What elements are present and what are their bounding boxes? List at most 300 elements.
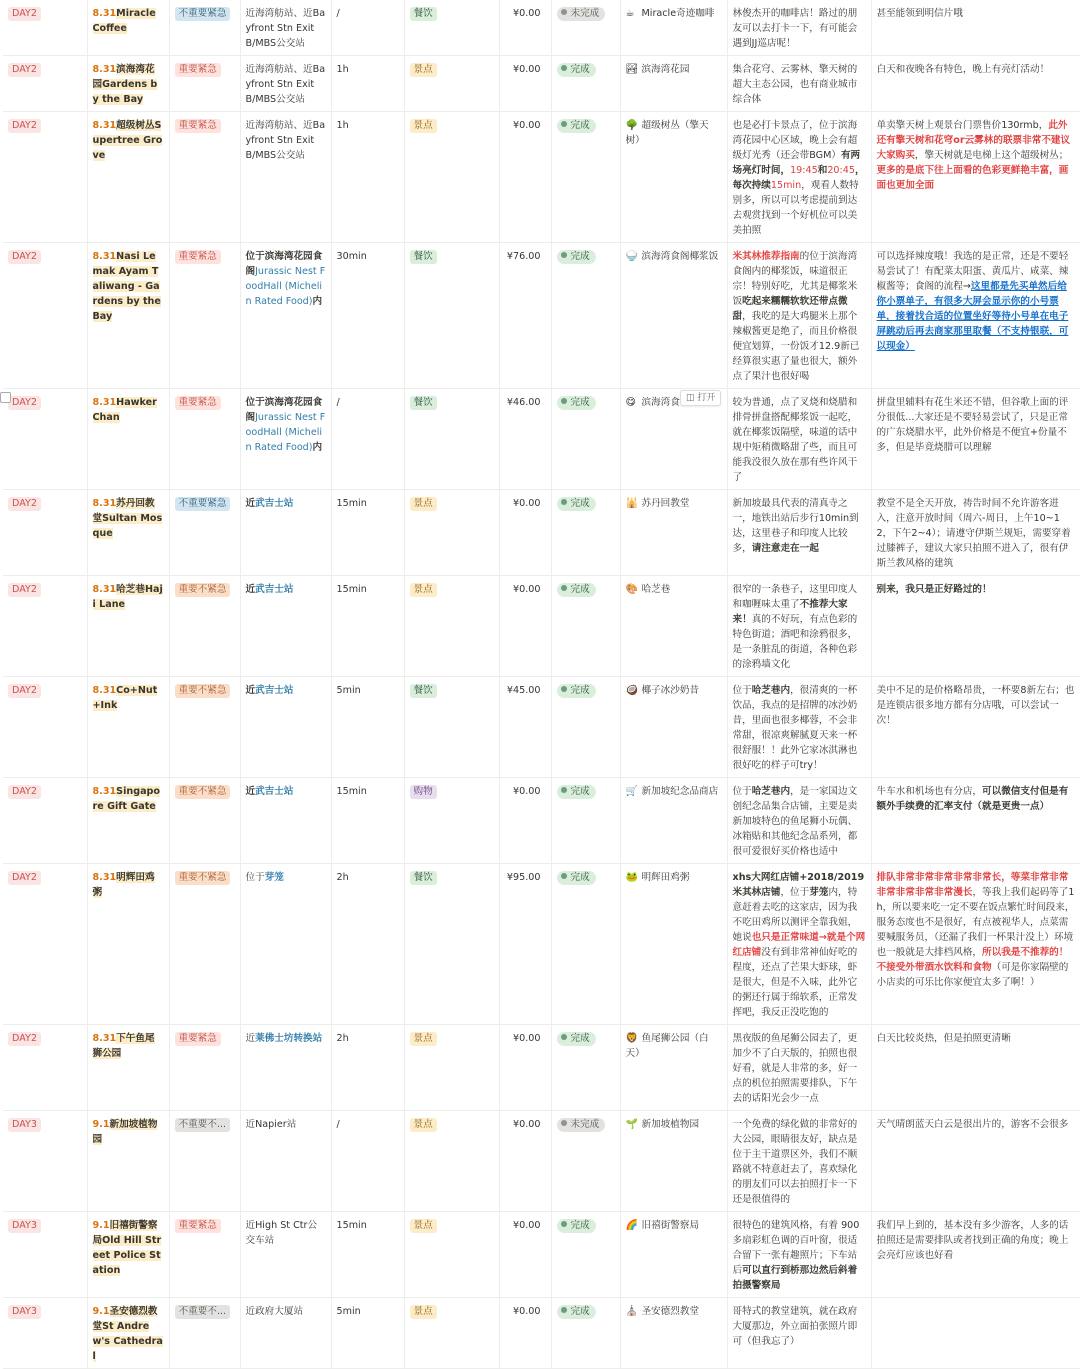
text-run: 很特色的建筑风格，有着 900 多扇彩虹色调的百叶窗，很适合留下一张有趣照片；下车站后 bbox=[732, 1220, 860, 1276]
text-run: 排队非常非常非常非常非常长，等菜非常非常非常非常非常非常漫长 bbox=[876, 872, 1069, 898]
category-cell bbox=[404, 1298, 499, 1369]
day-tag: DAY2 bbox=[8, 1032, 41, 1046]
category-tag: 景点 bbox=[410, 1219, 437, 1233]
date-text: 8.31 bbox=[92, 685, 117, 696]
description-text: 黑夜版的鱼尾狮公园去了，更加少不了白天版的，拍照也很好看，就是人非常的多，好一点的机位拍照需要排队，下午去的话阳光会少一点 bbox=[732, 1033, 858, 1104]
price-cell bbox=[499, 1212, 551, 1298]
place-cell bbox=[87, 243, 169, 389]
price-cell bbox=[499, 1111, 551, 1212]
category-cell bbox=[404, 56, 499, 112]
table-row[interactable] bbox=[3, 1298, 1080, 1369]
category-cell bbox=[404, 1212, 499, 1298]
description-text: 较为普通，点了叉烧和烧腊和排骨拼盘搭配椰浆饭一起吃，就在椰浆饭隔壁，味道的话中规中矩稍微略甜了些，而且可能我没很久放在那有些许风干了 bbox=[732, 397, 858, 483]
status-dot-icon bbox=[561, 787, 567, 793]
urgency-cell bbox=[169, 56, 240, 112]
day-cell bbox=[3, 490, 87, 576]
date-text: 8.31 bbox=[92, 397, 117, 408]
location-text: 近海湾舫站、近Bayfront Stn Exit B/MBS公交站 bbox=[245, 64, 326, 105]
poi-cell[interactable] bbox=[620, 1298, 727, 1369]
place-cell bbox=[87, 1025, 169, 1111]
location-cell bbox=[240, 1111, 331, 1212]
place-cell bbox=[87, 677, 169, 778]
urgency-tag: 重要不紧急 bbox=[175, 684, 231, 698]
status-dot-icon bbox=[561, 1120, 567, 1126]
price-cell bbox=[499, 677, 551, 778]
text-run: 别来，我只是正好路过的！ bbox=[876, 584, 992, 595]
text-run: 内 bbox=[312, 296, 323, 307]
price-cell bbox=[499, 112, 551, 243]
location-text: 近海湾舫站、近Bayfront Stn Exit B/MBS公交站 bbox=[245, 120, 326, 161]
text-run: ，位于 bbox=[780, 887, 810, 898]
price-text: ¥0.00 bbox=[513, 120, 541, 131]
status-label: 完成 bbox=[570, 397, 590, 408]
poi-cell[interactable] bbox=[620, 1212, 727, 1298]
category-tag: 餐饮 bbox=[410, 7, 437, 21]
urgency-cell bbox=[169, 1298, 240, 1369]
place-cell bbox=[87, 112, 169, 243]
category-tag: 景点 bbox=[410, 63, 437, 77]
duration-cell bbox=[331, 389, 404, 490]
description-cell bbox=[727, 1111, 871, 1212]
status-badge[interactable] bbox=[557, 684, 596, 698]
place-cell bbox=[87, 778, 169, 864]
text-run: 单卖擎天树上观景台门票售价130rmb， bbox=[876, 120, 1049, 131]
table-row[interactable] bbox=[3, 243, 1080, 389]
location-cell bbox=[240, 576, 331, 677]
poi-name[interactable]: 滨海湾食阁椰浆饭 bbox=[641, 251, 719, 262]
text-run: ，是一家国边文创纪念品集合店铺，主要是卖新加坡特色的鱼尾狮小玩偶、冰箱贴和其他纪念品系列，都很可爱很好买价格也适中 bbox=[732, 786, 858, 857]
note-text: 拼盘里辅料有花生米还不错，但谷歌上面的评分很低...大家还是不要轻易尝试了，只是正常的广东烧腊水平，此外价格是不便宜+份量不多，但是毕竟烧腊可以理解 bbox=[876, 397, 1069, 453]
status-cell bbox=[551, 243, 620, 389]
status-dot-icon bbox=[561, 65, 567, 71]
category-cell bbox=[404, 1111, 499, 1212]
urgency-cell bbox=[169, 677, 240, 778]
day-tag: DAY2 bbox=[8, 785, 41, 799]
place-name: 超级树丛Supertree Grove bbox=[92, 120, 163, 161]
text-run: 15min bbox=[770, 180, 802, 191]
poi-icon: ☕ bbox=[625, 8, 635, 19]
date-text: 8.31 bbox=[92, 8, 117, 19]
note-cell bbox=[871, 1298, 1080, 1369]
poi-icon: 🦁 bbox=[625, 1033, 638, 1044]
table-row[interactable] bbox=[3, 112, 1080, 243]
description-text: 集合花穹、云雾林、擎天树的超大主态公园，也有商业城市综合体 bbox=[732, 64, 858, 105]
note-cell bbox=[871, 0, 1080, 56]
text-run: 请注意走在一起 bbox=[751, 543, 819, 554]
day-tag: DAY2 bbox=[8, 871, 41, 885]
price-text: ¥0.00 bbox=[513, 1033, 541, 1044]
text-run: 不推荐大家来！ bbox=[732, 599, 848, 625]
description-text: 一个免费的绿化做的非常好的大公园，眼睛很友好，缺点是位于主干道票区外，我们不顺路就不特意赶去了，喜欢绿化的朋友们可以去拍照打卡一下还是很值得的 bbox=[732, 1119, 858, 1205]
table-row[interactable] bbox=[3, 864, 1080, 1025]
urgency-tag: 重要不紧急 bbox=[175, 871, 231, 885]
day-cell bbox=[3, 864, 87, 1025]
status-badge[interactable] bbox=[557, 1305, 596, 1319]
text-run: ，我吃的是大鸡腿米上那个辣椒酱更是绝了，而且价格很便宜划算，一份饭才12.9新已经算很实惠了量也很大，额外点了果汁也很好喝 bbox=[732, 311, 860, 382]
poi-icon: 🐸 bbox=[625, 872, 638, 883]
date-text: 8.31 bbox=[92, 498, 117, 509]
day-cell bbox=[3, 243, 87, 389]
price-text: ¥95.00 bbox=[506, 872, 541, 883]
duration-cell bbox=[331, 1025, 404, 1111]
status-cell bbox=[551, 389, 620, 490]
text-run: Jurassic Nest FoodHall (Michelin Rated Food) bbox=[245, 266, 326, 307]
table-row[interactable] bbox=[3, 490, 1080, 576]
place-cell bbox=[87, 490, 169, 576]
status-label: 完成 bbox=[570, 498, 590, 509]
table-row[interactable] bbox=[3, 389, 1080, 490]
urgency-tag: 重要紧急 bbox=[175, 1219, 221, 1233]
description-cell bbox=[727, 677, 871, 778]
open-icon: ◫ bbox=[686, 393, 695, 403]
day-cell bbox=[3, 1111, 87, 1212]
duration-cell bbox=[331, 576, 404, 677]
status-cell bbox=[551, 490, 620, 576]
duration-cell bbox=[331, 864, 404, 1025]
description-cell bbox=[727, 864, 871, 1025]
urgency-cell bbox=[169, 1025, 240, 1111]
text-run: ，观看人数特别多，所以可以考虑提前到达去观赏找到一个好机位可以美美拍照 bbox=[732, 180, 859, 236]
place-name: 明辉田鸡粥 bbox=[92, 872, 155, 898]
text-run: 位于滨海湾花园食阁 bbox=[245, 397, 323, 423]
duration-text: 15min bbox=[336, 498, 367, 509]
status-badge[interactable] bbox=[557, 119, 596, 133]
place-name: Hawker Chan bbox=[92, 397, 157, 423]
status-badge[interactable] bbox=[557, 7, 606, 21]
category-cell bbox=[404, 490, 499, 576]
duration-text: 15min bbox=[336, 1220, 367, 1231]
urgency-cell bbox=[169, 576, 240, 677]
text-run: 哈芝巷内 bbox=[751, 786, 791, 797]
text-run: 芽笼 bbox=[264, 872, 284, 883]
description-cell bbox=[727, 490, 871, 576]
day-cell bbox=[3, 0, 87, 56]
place-name: Singapore Gift Gate bbox=[92, 786, 160, 812]
text-run: 武吉士站 bbox=[255, 685, 294, 696]
location-cell bbox=[240, 56, 331, 112]
date-text: 9.1 bbox=[92, 1119, 110, 1130]
duration-cell bbox=[331, 112, 404, 243]
poi-cell[interactable] bbox=[620, 0, 727, 56]
location-cell bbox=[240, 1298, 331, 1369]
description-cell bbox=[727, 243, 871, 389]
place-cell bbox=[87, 576, 169, 677]
day-cell bbox=[3, 677, 87, 778]
note-text: 我们早上到的，基本没有多少游客，人多的话拍照还是需要排队或者找到正确的角度；晚上会亮灯应该也好看 bbox=[876, 1220, 1069, 1261]
poi-cell[interactable] bbox=[620, 1111, 727, 1212]
price-text: ¥0.00 bbox=[513, 584, 541, 595]
status-badge[interactable] bbox=[557, 871, 596, 885]
status-dot-icon bbox=[561, 873, 567, 879]
poi-cell[interactable] bbox=[620, 576, 727, 677]
poi-name[interactable]: 明辉田鸡粥 bbox=[641, 872, 690, 883]
text-run: 19:45 bbox=[790, 165, 818, 176]
place-cell bbox=[87, 0, 169, 56]
category-tag: 景点 bbox=[410, 119, 437, 133]
poi-name[interactable]: 圣安德烈教堂 bbox=[641, 1306, 700, 1317]
poi-icon: 🥥 bbox=[625, 685, 638, 696]
place-cell bbox=[87, 1298, 169, 1369]
poi-name[interactable]: 椰子冰沙奶昔 bbox=[641, 685, 700, 696]
text-run: 的位于滨海湾食阁内的椰浆饭，味道很正宗！特别好吃，尤其是椰浆米饭 bbox=[732, 251, 858, 307]
poi-icon: 🕌 bbox=[625, 498, 638, 509]
category-tag: 餐饮 bbox=[410, 396, 437, 410]
category-tag: 购物 bbox=[410, 785, 437, 799]
duration-text: 1h bbox=[336, 64, 349, 75]
day-cell bbox=[3, 1025, 87, 1111]
poi-name[interactable]: 哈芝巷 bbox=[641, 584, 671, 595]
poi-icon: 🎨 bbox=[625, 584, 638, 595]
price-cell bbox=[499, 490, 551, 576]
table-row[interactable] bbox=[3, 778, 1080, 864]
status-badge[interactable] bbox=[557, 1032, 596, 1046]
status-badge[interactable] bbox=[557, 1118, 606, 1132]
poi-cell[interactable] bbox=[620, 1025, 727, 1111]
duration-cell bbox=[331, 1212, 404, 1298]
day-tag: DAY2 bbox=[8, 250, 41, 264]
date-text: 8.31 bbox=[92, 120, 117, 131]
poi-name[interactable]: 滨海湾食 bbox=[641, 397, 680, 408]
status-cell bbox=[551, 1212, 620, 1298]
text-run: 没有到非常神仙好吃的程度，还点了芒果大虾球，虾是很大，但是不入味，此外它的粥还行属于绵软系，正常发挥吧，我反正没吃饱的 bbox=[732, 947, 858, 1018]
text-run: 和 bbox=[817, 165, 828, 176]
day-cell bbox=[3, 389, 87, 490]
status-dot-icon bbox=[561, 398, 567, 404]
duration-cell bbox=[331, 1111, 404, 1212]
urgency-cell bbox=[169, 0, 240, 56]
poi-cell[interactable] bbox=[620, 778, 727, 864]
poi-cell[interactable] bbox=[620, 864, 727, 1025]
status-label: 完成 bbox=[570, 685, 590, 696]
date-text: 8.31 bbox=[92, 872, 117, 883]
text-run: 可以选择辣度哦！我选的是正常，还是不要轻易尝试了！有配菜太阳蛋、黄瓜片、咸菜、辣椒酱等；食阁的流程→ bbox=[876, 251, 1069, 292]
table-row[interactable] bbox=[3, 0, 1080, 56]
duration-text: 15min bbox=[336, 786, 367, 797]
date-text: 8.31 bbox=[92, 584, 117, 595]
description-cell bbox=[727, 1298, 871, 1369]
day-tag: DAY2 bbox=[8, 7, 41, 21]
place-name: 苏丹回教堂Sultan Mosque bbox=[92, 498, 163, 539]
date-text: 8.31 bbox=[92, 251, 117, 262]
table-row[interactable] bbox=[3, 56, 1080, 112]
text-run: 此外还有擎天树和花穹or云雾林的联票非常不建议大家购买 bbox=[876, 120, 1071, 161]
text-run: 武吉士站 bbox=[255, 584, 294, 595]
table-body bbox=[3, 0, 1080, 1369]
poi-name[interactable]: 新加坡植物园 bbox=[641, 1119, 700, 1130]
text-run: 内，特意赶着去吃的这家店，因为我不吃田鸡所以测评全靠我姐，她说 bbox=[732, 887, 858, 943]
duration-cell bbox=[331, 778, 404, 864]
poi-name[interactable]: 苏丹回教堂 bbox=[641, 498, 690, 509]
status-badge[interactable] bbox=[557, 1219, 596, 1233]
category-tag: 景点 bbox=[410, 583, 437, 597]
duration-text: 5min bbox=[336, 1306, 361, 1317]
description-text: 哥特式的教堂建筑，就在政府大厦那边，外立面拍张照片即可（但我忘了） bbox=[732, 1306, 858, 1347]
date-text: 8.31 bbox=[92, 786, 117, 797]
place-name: 哈芝巷Haji Lane bbox=[92, 584, 163, 610]
text-run: 近 bbox=[245, 786, 256, 797]
note-text: 甚至能领到明信片哦 bbox=[876, 8, 963, 19]
text-run: 近 bbox=[245, 498, 256, 509]
text-run: ，等我上我们起码等了1h，所以要来吃一定不要在饭点繁忙时间段来，服务态度也不是很好，有点被视华人，点菜需要喊服务员，（还漏了我们一杯果汁没上）环境也一般就是大排档风格， bbox=[876, 887, 1075, 958]
location-text: 近Napier站 bbox=[245, 1119, 297, 1130]
poi-cell[interactable] bbox=[620, 490, 727, 576]
category-tag: 景点 bbox=[410, 1305, 437, 1319]
poi-name[interactable]: 旧禧街警察局 bbox=[641, 1220, 700, 1231]
category-cell bbox=[404, 1025, 499, 1111]
table-row[interactable] bbox=[3, 1212, 1080, 1298]
category-tag: 景点 bbox=[410, 1032, 437, 1046]
location-cell bbox=[240, 1212, 331, 1298]
price-text: ¥0.00 bbox=[513, 8, 541, 19]
poi-name[interactable]: 新加坡纪念品商店 bbox=[641, 786, 719, 797]
table-row[interactable] bbox=[3, 1025, 1080, 1111]
place-name: 滨海湾花园Gardens by the Bay bbox=[92, 64, 158, 105]
urgency-tag: 重要紧急 bbox=[175, 396, 221, 410]
price-text: ¥0.00 bbox=[513, 498, 541, 509]
location-cell bbox=[240, 778, 331, 864]
duration-cell bbox=[331, 243, 404, 389]
price-text: ¥45.00 bbox=[506, 685, 541, 696]
text-run: 米其林推荐指南 bbox=[732, 251, 800, 262]
price-cell bbox=[499, 1025, 551, 1111]
status-badge[interactable] bbox=[557, 63, 596, 77]
text-run: 近 bbox=[245, 685, 256, 696]
note-cell bbox=[871, 576, 1080, 677]
category-cell bbox=[404, 389, 499, 490]
status-label: 完成 bbox=[570, 1306, 590, 1317]
urgency-tag: 不重要紧急 bbox=[175, 497, 231, 511]
status-label: 完成 bbox=[570, 584, 590, 595]
itinerary-table bbox=[3, 0, 1080, 1369]
status-badge[interactable] bbox=[557, 785, 596, 799]
place-name: Nasi Lemak Ayam Taliwang - Gardens by the Bay bbox=[92, 251, 161, 322]
row-checkbox[interactable] bbox=[0, 392, 11, 403]
status-badge[interactable] bbox=[557, 250, 596, 264]
poi-cell[interactable] bbox=[620, 677, 727, 778]
status-cell bbox=[551, 1298, 620, 1369]
table-row[interactable] bbox=[3, 677, 1080, 778]
note-cell bbox=[871, 1111, 1080, 1212]
duration-text: 30min bbox=[336, 251, 367, 262]
text-run: 所以我是不推荐的！不接受外带酒水饮料和食物 bbox=[876, 947, 1069, 973]
price-cell bbox=[499, 243, 551, 389]
price-text: ¥0.00 bbox=[513, 64, 541, 75]
status-badge[interactable] bbox=[557, 396, 596, 410]
note-text: 美中不足的是价格略昂贵，一杯要8新左右；也是连锁店很多地方都有分店哦，可以尝试一次！ bbox=[876, 685, 1075, 726]
duration-cell bbox=[331, 0, 404, 56]
open-row-button[interactable] bbox=[680, 390, 721, 406]
urgency-cell bbox=[169, 112, 240, 243]
note-cell bbox=[871, 677, 1080, 778]
poi-icon: 🌱 bbox=[625, 1119, 638, 1130]
date-text: 9.1 bbox=[92, 1220, 110, 1231]
note-cell bbox=[871, 1212, 1080, 1298]
status-dot-icon bbox=[561, 121, 567, 127]
poi-cell[interactable] bbox=[620, 112, 727, 243]
status-dot-icon bbox=[561, 9, 567, 15]
table-row[interactable] bbox=[3, 576, 1080, 677]
status-label: 完成 bbox=[570, 120, 590, 131]
status-label: 完成 bbox=[570, 872, 590, 883]
location-cell bbox=[240, 0, 331, 56]
status-badge[interactable] bbox=[557, 497, 596, 511]
poi-name[interactable]: 滨海湾花园 bbox=[641, 64, 690, 75]
status-label: 完成 bbox=[570, 786, 590, 797]
text-run: Jurassic Nest FoodHall (Michelin Rated Food) bbox=[245, 412, 326, 453]
duration-cell bbox=[331, 1298, 404, 1369]
price-cell bbox=[499, 56, 551, 112]
status-dot-icon bbox=[561, 1221, 567, 1227]
duration-text: / bbox=[336, 8, 340, 19]
urgency-tag: 重要不紧急 bbox=[175, 785, 231, 799]
note-cell bbox=[871, 490, 1080, 576]
status-cell bbox=[551, 864, 620, 1025]
duration-text: 5min bbox=[336, 685, 361, 696]
duration-text: / bbox=[336, 1119, 340, 1130]
category-tag: 景点 bbox=[410, 497, 437, 511]
day-cell bbox=[3, 1298, 87, 1369]
poi-name[interactable]: 超级树丛（擎天树） bbox=[625, 120, 709, 146]
text-run: （可是你家隔壁的小店卖的可乐比你家便宜太多了啊！） bbox=[876, 962, 1069, 988]
text-run: 哈芝巷内 bbox=[751, 685, 791, 696]
status-cell bbox=[551, 1025, 620, 1111]
location-cell bbox=[240, 1025, 331, 1111]
description-cell bbox=[727, 1212, 871, 1298]
poi-name[interactable]: Miracle奇迹咖啡 bbox=[641, 8, 715, 19]
location-cell bbox=[240, 490, 331, 576]
place-cell bbox=[87, 389, 169, 490]
duration-text: 15min bbox=[336, 584, 367, 595]
day-tag: DAY3 bbox=[8, 1118, 41, 1132]
status-badge[interactable] bbox=[557, 583, 596, 597]
date-text: 8.31 bbox=[92, 1033, 117, 1044]
duration-cell bbox=[331, 56, 404, 112]
urgency-tag: 重要不紧急 bbox=[175, 583, 231, 597]
place-name: 新加坡植物园 bbox=[92, 1119, 158, 1145]
price-text: ¥46.00 bbox=[506, 397, 541, 408]
note-cell bbox=[871, 243, 1080, 389]
category-cell bbox=[404, 778, 499, 864]
status-label: 完成 bbox=[570, 1033, 590, 1044]
text-run: 有两场亮灯时间， bbox=[732, 150, 861, 176]
text-run: 20:45 bbox=[827, 165, 855, 176]
price-cell bbox=[499, 864, 551, 1025]
status-label: 完成 bbox=[570, 1220, 590, 1231]
text-run: 芽笼 bbox=[809, 887, 829, 898]
status-dot-icon bbox=[561, 686, 567, 692]
poi-icon: 🏞 bbox=[625, 64, 639, 75]
category-cell bbox=[404, 0, 499, 56]
place-cell bbox=[87, 56, 169, 112]
category-tag: 餐饮 bbox=[410, 684, 437, 698]
location-text: 近政府大厦站 bbox=[245, 1306, 304, 1317]
duration-text: 2h bbox=[336, 1033, 349, 1044]
text-run: 莱佛士坊转换站 bbox=[255, 1033, 323, 1044]
place-name: Co+Nut+Ink bbox=[92, 685, 158, 711]
status-cell bbox=[551, 112, 620, 243]
table-row[interactable] bbox=[3, 1111, 1080, 1212]
note-text: 白天和夜晚各有特色，晚上有亮灯活动！ bbox=[876, 64, 1050, 75]
text-run: 牛车水和机场也有分店， bbox=[876, 786, 983, 797]
poi-cell[interactable] bbox=[620, 243, 727, 389]
text-run: 吃起来糯糯软软还带点微甜 bbox=[732, 296, 848, 322]
poi-cell[interactable] bbox=[620, 56, 727, 112]
day-cell bbox=[3, 112, 87, 243]
urgency-tag: 不重要不... bbox=[175, 1118, 231, 1132]
urgency-tag: 不重要紧急 bbox=[175, 7, 231, 21]
poi-name[interactable]: 鱼尾狮公园（白天） bbox=[625, 1033, 709, 1059]
day-cell bbox=[3, 1212, 87, 1298]
